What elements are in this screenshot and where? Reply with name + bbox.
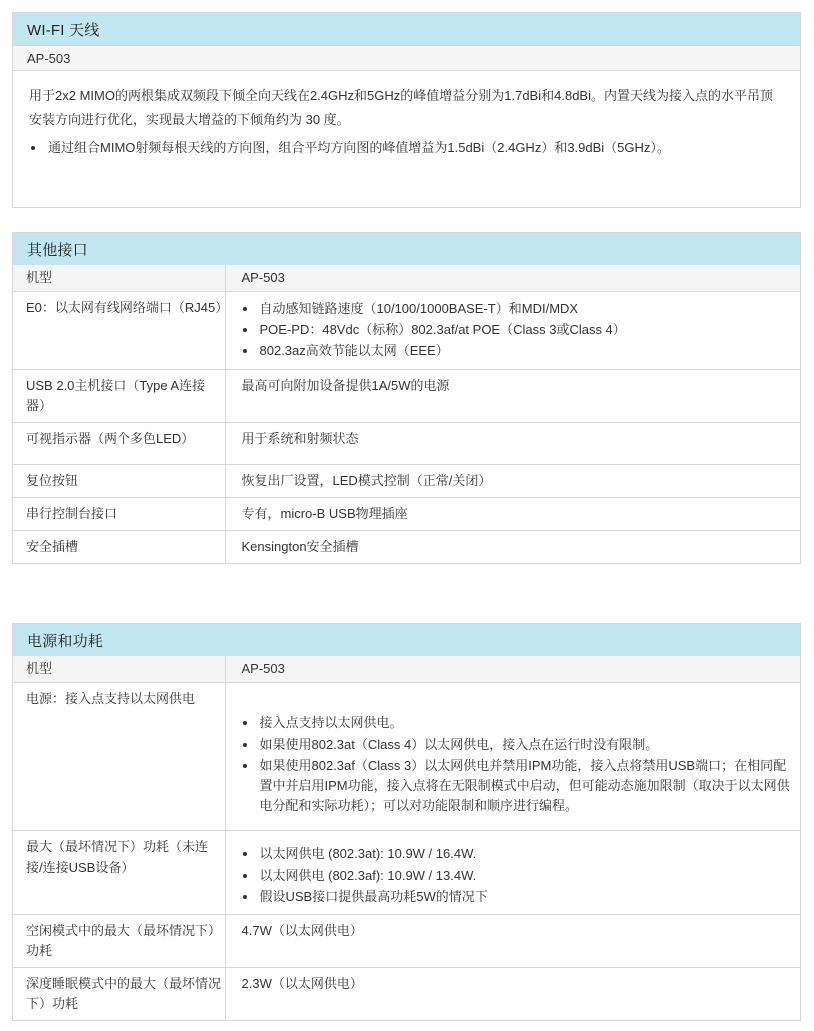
column-header-model-value: AP-503 [225,656,800,683]
spec-row [13,968,800,1021]
bullet-item: • 以太网供电 (802.3af): 10.9W / 13.4W. [258,866,793,886]
section-title: 电源和功耗 [27,632,104,650]
interfaces-table [13,265,800,563]
model-row [13,265,800,292]
spec-label-cell: 复位按钮 [13,464,225,497]
column-header-model: 机型 [13,265,225,292]
section-header-power-consumption [13,624,800,656]
section-header-other-interfaces [13,233,800,265]
section-body [13,71,800,207]
spec-value-cell [225,292,800,369]
bullet-item: • 如果使用802.3at（Class 4）以太网供电，接入点在运行时没有限制。 [258,735,793,755]
column-header-model-value: AP-503 [225,265,800,292]
spec-row [13,531,800,564]
spec-value-cell: Kensington安全插槽 [225,531,800,564]
spec-label-cell: 电源：接入点支持以太网供电 [13,683,225,831]
antenna-description: 用于2x2 MIMO的两根集成双频段下倾全向天线在2.4GHz和5GHz的峰值增益分别为1.7dBi和4.8dBi。内置天线为接入点的水平吊顶安装方向进行优化，实现最大增益的下倾角约为 30 度。 [29,88,773,128]
model-name: AP-503 [27,50,71,66]
spec-row [13,369,800,422]
column-header-model: 机型 [13,656,225,683]
bullet-item: • 通过组合MIMO射频每根天线的方向图，组合平均方向图的峰值增益为1.5dBi（2.4GHz）和3.9dBi（5GHz）。 [46,136,784,160]
spec-label-cell: USB 2.0主机接口（Type A连接器） [13,369,225,422]
interfaces-rows [13,292,800,564]
spec-label-cell: 最大（最坏情况下）功耗（未连接/连接USB设备） [13,831,225,914]
spec-row [13,914,800,967]
spec-value-cell: 4.7W（以太网供电） [225,914,800,967]
spec-row [13,497,800,530]
bullet-item: • 802.3az高效节能以太网（EEE） [258,341,793,361]
section-power-consumption [12,623,801,1021]
bullet-list [29,136,784,160]
bullet-item: • 自动感知链路速度（10/100/1000BASE-T）和MDI/MDX [258,299,793,319]
bullet-item: • 如果使用802.3af（Class 3）以太网供电并禁用IPM功能，接入点将禁用USB端口；在相同配置中并启用IPM功能，接入点将在无限制模式中启动，但可能动态施加限制（取决于以太网供电分配和实际功耗）；可以对功能限制和顺序进行编程。 [258,756,793,816]
model-row [13,656,800,683]
section-wifi-antenna [12,12,801,208]
model-row [13,45,800,71]
bullet-item: • 以太网供电 (802.3at): 10.9W / 16.4W. [258,844,793,864]
section-title: WI-FI 天线 [27,21,100,39]
section-title: 其他接口 [27,241,88,259]
bullet-list [242,844,793,906]
spec-value-cell [225,831,800,914]
section-header-wifi-antenna [13,13,800,45]
spec-label-cell: 深度睡眠模式中的最大（最坏情况下）功耗 [13,968,225,1021]
spec-value-cell: 2.3W（以太网供电） [225,968,800,1021]
spec-row [13,292,800,369]
spec-value-cell [225,683,800,831]
spec-label-cell: E0：以太网有线网络端口（RJ45） [13,292,225,369]
spec-label-cell: 空闲模式中的最大（最坏情况下）功耗 [13,914,225,967]
spec-row [13,831,800,914]
spec-row [13,422,800,464]
bullet-list [242,299,793,361]
spec-row [13,464,800,497]
section-other-interfaces [12,232,801,564]
spec-row [13,683,800,831]
spec-label-cell: 可视指示器（两个多色LED） [13,422,225,464]
bullet-item: • 假设USB接口提供最高功耗5W的情况下 [258,887,793,907]
bullet-list [242,713,793,816]
bullet-item: • POE-PD：48Vdc（标称）802.3af/at POE（Class 3或Class 4） [258,320,793,340]
power-table [13,656,800,1020]
spec-value-cell: 用于系统和射频状态 [225,422,800,464]
power-rows [13,683,800,1020]
spec-label-cell: 串行控制台接口 [13,497,225,530]
spec-value-cell: 最高可向附加设备提供1A/5W的电源 [225,369,800,422]
spec-value-cell: 专有，micro-B USB物理插座 [225,497,800,530]
spec-value-cell: 恢复出厂设置，LED模式控制（正常/关闭） [225,464,800,497]
spec-label-cell: 安全插槽 [13,531,225,564]
bullet-item: • 接入点支持以太网供电。 [258,713,793,733]
